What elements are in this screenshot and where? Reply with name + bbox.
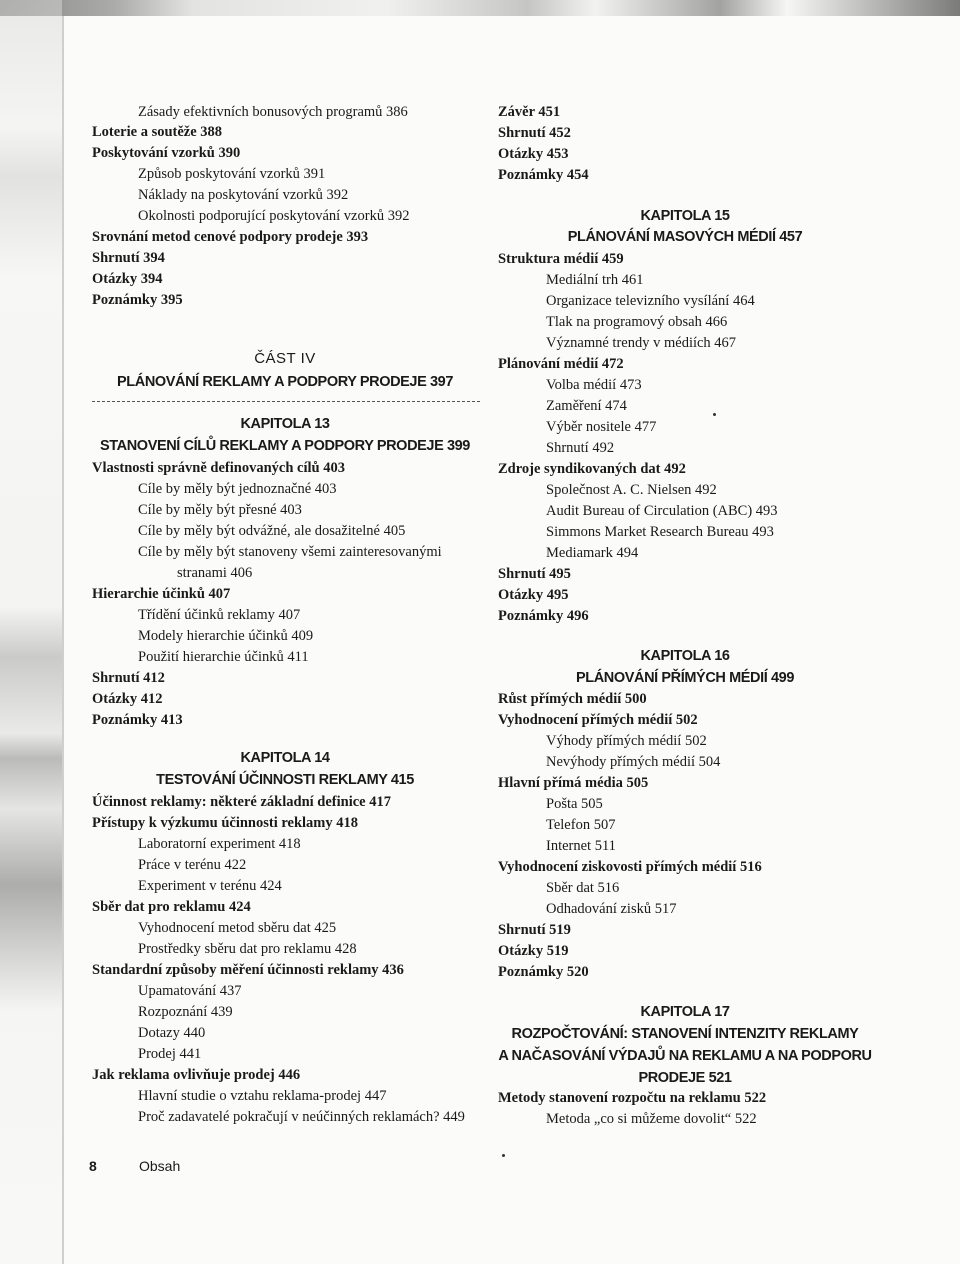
toc-section-entry: Jak reklama ovlivňuje prodej 446 — [92, 1067, 301, 1083]
toc-subsection-entry: Modely hierarchie účinků 409 — [138, 628, 314, 644]
chapter-title: ROZPOČTOVÁNÍ: STANOVENÍ INTENZITY REKLAMY — [511, 1026, 859, 1042]
toc-subsection-entry: Vyhodnocení metod sběru dat 425 — [138, 920, 337, 936]
toc-subsection-entry: Sběr dat 516 — [546, 880, 620, 896]
toc-section-entry: Struktura médií 459 — [498, 251, 624, 267]
toc-section-entry: Srovnání metod cenové podpory prodeje 393 — [92, 229, 369, 245]
scan-left-border — [0, 0, 62, 1264]
toc-section-entry: Přístupy k výzkumu účinnosti reklamy 418 — [92, 815, 359, 831]
chapter-title: PLÁNOVÁNÍ MASOVÝCH MÉDIÍ 457 — [567, 229, 803, 245]
chapter-label: KAPITOLA 15 — [640, 208, 730, 224]
toc-section-entry: Vlastnosti správně definovaných cílů 403 — [92, 460, 345, 476]
toc-subsection-entry: Výběr nositele 477 — [546, 419, 657, 435]
toc-section-entry: Poznámky 395 — [92, 292, 183, 308]
toc-section-entry: Otázky 453 — [498, 146, 569, 162]
chapter-label: KAPITOLA 13 — [240, 416, 330, 432]
toc-subsection-entry: Pošta 505 — [546, 796, 603, 812]
toc-subsection-entry: Laboratorní experiment 418 — [138, 836, 301, 852]
toc-subsection-entry: Nevýhody přímých médií 504 — [546, 754, 721, 770]
toc-section-entry: Sběr dat pro reklamu 424 — [92, 899, 251, 915]
chapter-title: STANOVENÍ CÍLŮ REKLAMY A PODPORY PRODEJE 399 — [100, 438, 470, 454]
speck — [502, 1154, 505, 1157]
speck — [713, 413, 716, 416]
toc-subsection-entry: Telefon 507 — [546, 817, 616, 833]
toc-subsection-entry: Metoda „co si můžeme dovolit“ 522 — [546, 1111, 757, 1127]
toc-subsection-entry: Významné trendy v médiích 467 — [546, 335, 737, 351]
toc-section-entry: Vyhodnocení ziskovosti přímých médií 516 — [498, 859, 762, 875]
toc-section-entry: Poznámky 454 — [498, 167, 589, 183]
toc-section-entry: Shrnutí 519 — [498, 922, 571, 938]
toc-subsection-entry: Mediální trh 461 — [546, 272, 644, 288]
chapter-label: KAPITOLA 16 — [640, 648, 730, 664]
toc-section-entry: Plánování médií 472 — [498, 356, 624, 372]
toc-section-entry: Shrnutí 452 — [498, 125, 571, 141]
page-footer-label: Obsah — [139, 1158, 181, 1174]
chapter-title: PLÁNOVÁNÍ REKLAMY A PODPORY PRODEJE 397 — [117, 374, 453, 390]
toc-subsection-entry: Mediamark 494 — [546, 545, 639, 561]
toc-subsection-entry: Internet 511 — [546, 838, 616, 854]
chapter-title: TESTOVÁNÍ ÚČINNOSTI REKLAMY 415 — [156, 772, 414, 788]
toc-section-entry: Hlavní přímá média 505 — [498, 775, 649, 791]
toc-subsection-entry: Cíle by měly být přesné 403 — [138, 502, 302, 518]
toc-section-entry: Růst přímých médií 500 — [498, 691, 647, 707]
chapter-title: A NAČASOVÁNÍ VÝDAJŮ NA REKLAMU A NA PODPORU — [498, 1048, 872, 1064]
toc-subsection-entry: Cíle by měly být odvážné, ale dosažitelné 405 — [138, 523, 406, 539]
toc-section-entry: Shrnutí 394 — [92, 250, 165, 266]
toc-subsection-entry: Zásady efektivních bonusových programů 386 — [138, 104, 408, 120]
toc-section-entry: Metody stanovení rozpočtu na reklamu 522 — [498, 1090, 767, 1106]
toc-subsection-entry: Zaměření 474 — [546, 398, 627, 414]
toc-subsection-entry: Způsob poskytování vzorků 391 — [138, 166, 326, 182]
toc-subsection-entry: Použití hierarchie účinků 411 — [138, 649, 309, 665]
section-divider — [92, 401, 480, 402]
toc-section-entry: Poskytování vzorků 390 — [92, 145, 241, 161]
chapter-title: PLÁNOVÁNÍ PŘÍMÝCH MÉDIÍ 499 — [575, 670, 794, 686]
toc-subsection-entry: Audit Bureau of Circulation (ABC) 493 — [546, 503, 778, 519]
toc-subsection-entry: Společnost A. C. Nielsen 492 — [546, 482, 717, 498]
toc-subsection-entry: Volba médií 473 — [546, 377, 642, 393]
toc-subsection-entry: Proč zadavatelé pokračují v neúčinných reklamách? 449 — [138, 1109, 465, 1125]
toc-subsection-entry: Upamatování 437 — [138, 983, 242, 999]
chapter-label: KAPITOLA 17 — [640, 1004, 730, 1020]
toc-subsection-entry: Rozpoznání 439 — [138, 1004, 233, 1020]
chapter-title: PRODEJE 521 — [638, 1070, 732, 1086]
part-label: ČÁST IV — [254, 350, 316, 367]
toc-subsection-entry: Třídění účinků reklamy 407 — [138, 607, 301, 623]
scan-page-edge — [62, 0, 64, 1264]
toc-section-entry: Standardní způsoby měření účinnosti reklamy 436 — [92, 962, 404, 978]
toc-section-entry: Závěr 451 — [498, 104, 561, 120]
toc-section-entry: Zdroje syndikovaných dat 492 — [498, 461, 686, 477]
toc-subsection-entry: Výhody přímých médií 502 — [546, 733, 707, 749]
toc-section-entry: Poznámky 413 — [92, 712, 183, 728]
toc-subsection-entry: Shrnutí 492 — [546, 440, 615, 456]
scan-top-border — [0, 0, 960, 16]
toc-subsection-continuation: stranami 406 — [177, 565, 253, 581]
toc-section-entry: Loterie a soutěže 388 — [92, 124, 223, 140]
toc-section-entry: Poznámky 520 — [498, 964, 589, 980]
toc-subsection-entry: Cíle by měly být jednoznačné 403 — [138, 481, 337, 497]
toc-section-entry: Otázky 412 — [92, 691, 163, 707]
toc-subsection-entry: Experiment v terénu 424 — [138, 878, 282, 894]
toc-subsection-entry: Prodej 441 — [138, 1046, 202, 1062]
page-number: 8 — [89, 1158, 97, 1174]
toc-section-entry: Otázky 519 — [498, 943, 569, 959]
toc-subsection-entry: Organizace televizního vysílání 464 — [546, 293, 755, 309]
toc-subsection-entry: Cíle by měly být stanoveny všemi zainteresovanými — [138, 544, 442, 560]
toc-subsection-entry: Hlavní studie o vztahu reklama-prodej 447 — [138, 1088, 387, 1104]
toc-subsection-entry: Prostředky sběru dat pro reklamu 428 — [138, 941, 357, 957]
toc-section-entry: Otázky 495 — [498, 587, 569, 603]
toc-section-entry: Shrnutí 412 — [92, 670, 165, 686]
toc-subsection-entry: Dotazy 440 — [138, 1025, 206, 1041]
toc-section-entry: Hierarchie účinků 407 — [92, 586, 231, 602]
toc-section-entry: Vyhodnocení přímých médií 502 — [498, 712, 698, 728]
toc-subsection-entry: Náklady na poskytování vzorků 392 — [138, 187, 349, 203]
chapter-label: KAPITOLA 14 — [240, 750, 330, 766]
toc-subsection-entry: Práce v terénu 422 — [138, 857, 247, 873]
toc-section-entry: Účinnost reklamy: některé základní definice 417 — [92, 794, 391, 810]
toc-section-entry: Poznámky 496 — [498, 608, 589, 624]
toc-subsection-entry: Okolnosti podporující poskytování vzorků 392 — [138, 208, 410, 224]
toc-section-entry: Shrnutí 495 — [498, 566, 571, 582]
toc-subsection-entry: Tlak na programový obsah 466 — [546, 314, 728, 330]
toc-subsection-entry: Odhadování zisků 517 — [546, 901, 677, 917]
toc-subsection-entry: Simmons Market Research Bureau 493 — [546, 524, 774, 540]
toc-section-entry: Otázky 394 — [92, 271, 163, 287]
